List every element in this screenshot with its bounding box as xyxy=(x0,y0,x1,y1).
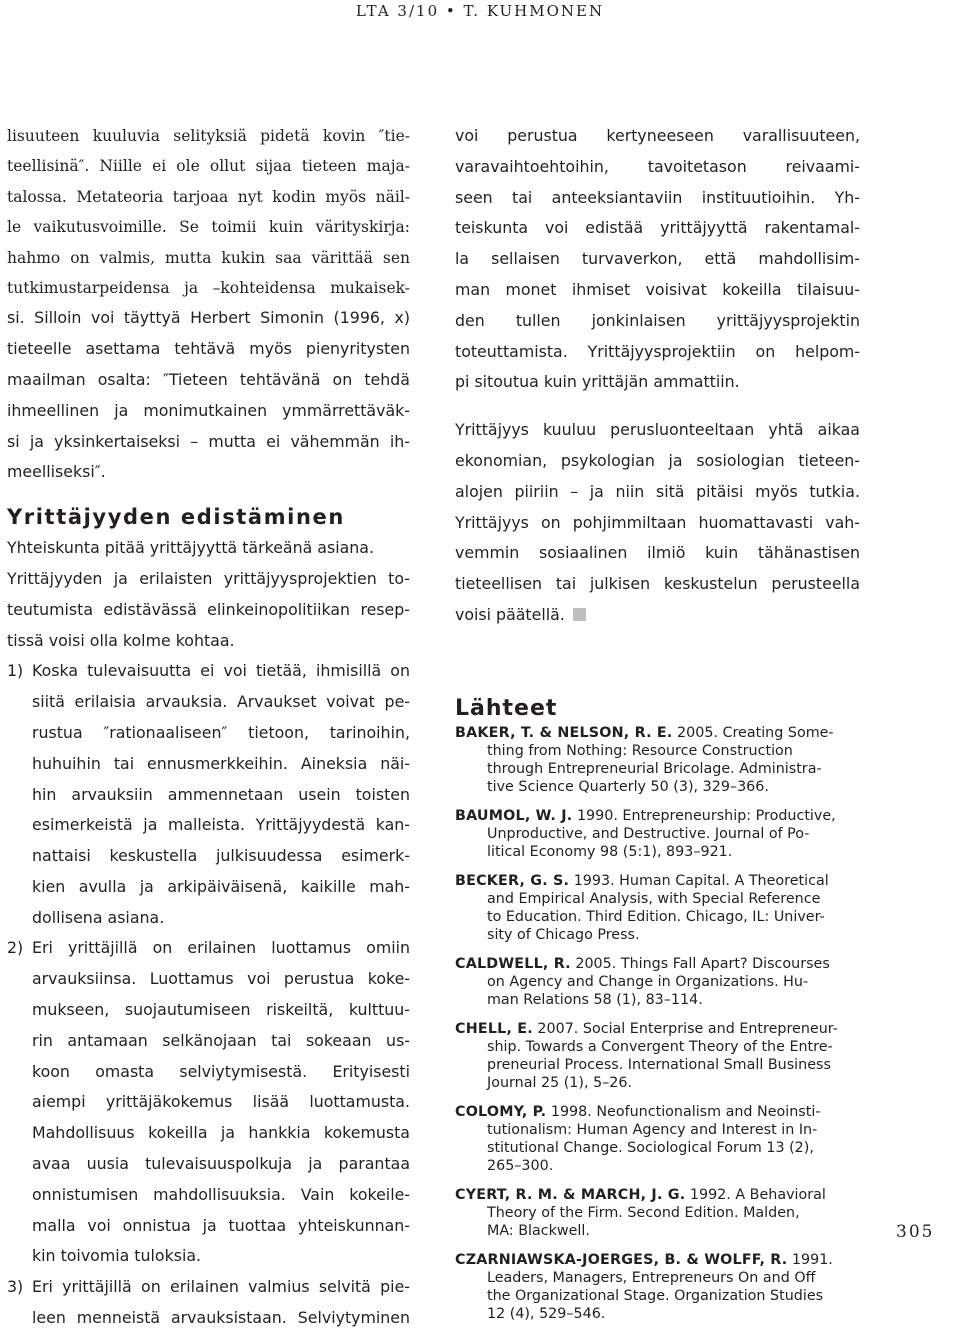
text-line: tissä voisi olla kolme kohtaa. xyxy=(7,630,235,650)
text-line: le vaikutusvoimille. Se toimii kuin värityskirja: xyxy=(7,218,410,237)
reference-text: 2005. Creating Some- xyxy=(677,724,834,741)
text-line: la sellaisen turvaverkon, että mahdollisim- xyxy=(455,249,860,269)
reference-text-line: ship. Towards a Convergent Theory of the Entre- xyxy=(487,1038,833,1055)
reference-text-line: through Entrepreneurial Bricolage. Administra- xyxy=(487,760,822,777)
text-line: varavaihtoehtoihin, tavoitetason reivaami- xyxy=(455,156,860,176)
reference-text-line: the Organizational Stage. Organization Studies xyxy=(487,1287,824,1304)
reference-text-line: to Education. Third Edition. Chicago, IL: Univer- xyxy=(487,908,825,925)
reference-entry xyxy=(455,1103,860,1175)
text-line: avaa uusia tulevaisuuspolkuja ja parantaa xyxy=(32,1154,410,1174)
text-line: Yrittäjyys on pohjimmiltaan huomattavasti vah- xyxy=(455,512,860,532)
references-heading: Lähteet xyxy=(455,695,558,721)
reference-entry xyxy=(455,955,860,1009)
running-head: LTA 3/10 • T. KUHMONEN xyxy=(355,2,605,20)
text-line: dollisena asiana. xyxy=(32,907,165,927)
reference-text: 1993. Human Capital. A Theoretical xyxy=(573,872,829,889)
text-line: teellisinä″. Niille ei ole ollut sijaa tieteen maja- xyxy=(7,157,410,176)
reference-entry xyxy=(455,1020,860,1092)
reference-author: BECKER, G. S. xyxy=(455,872,570,889)
text-line: huhuihin tai ennusmerkkeihin. Aineksia näi- xyxy=(32,753,410,773)
text-line: si ja yksinkertaiseksi – mutta ei vähemmän ih- xyxy=(7,431,410,451)
text-line: arvauksiinsa. Luottamus voi perustua koke- xyxy=(32,969,410,989)
text-line: toteuttamista. Yrittäjyysprojektiin on helpom- xyxy=(455,341,860,361)
reference-text-line: litical Economy 98 (5:1), 893–921. xyxy=(487,843,733,860)
right-column xyxy=(455,121,860,1334)
reference-text-line: 12 (4), 529–546. xyxy=(487,1305,606,1322)
text-line: hahmo on valmis, mutta kukin saa värittää sen xyxy=(7,248,410,267)
text-line: talossa. Metateoria tarjoaa nyt kodin myös näil- xyxy=(7,187,410,206)
reference-text-line: tutionalism: Human Agency and Interest in In- xyxy=(487,1121,818,1138)
end-of-article-mark xyxy=(573,608,586,621)
text-line: kien avulla ja arkipäiväisenä, kaikille mah- xyxy=(32,876,410,896)
reference-text-line: MA: Blackwell. xyxy=(487,1222,590,1239)
text-line: Koska tulevaisuutta ei voi tietää, ihmisillä on xyxy=(32,661,410,681)
text-line: kin toivomia tuloksia. xyxy=(32,1246,202,1266)
reference-text: 1992. A Behavioral xyxy=(689,1186,826,1203)
text-line: ekonomian, psykologian ja sosiologian tieteen- xyxy=(455,450,860,470)
reference-entry xyxy=(455,807,860,861)
text-line-content: voisi päätellä. xyxy=(455,604,565,624)
text-line: ihmeellinen ja monimutkainen ymmärrettäväk- xyxy=(7,400,410,420)
paragraph-1 xyxy=(7,121,410,303)
reference-author: CYERT, R. M. & MARCH, J. G. xyxy=(455,1186,686,1203)
text-line: malla voi onnistua ja tuottaa yhteiskunnan- xyxy=(32,1215,410,1235)
reference-text-line: 265–300. xyxy=(487,1157,554,1174)
reference-author: CHELL, E. xyxy=(455,1020,533,1037)
reference-text: 2007. Social Enterprise and Entrepreneur- xyxy=(537,1020,838,1037)
list-number: 2) xyxy=(7,938,24,958)
text-line: pi sitoutua kuin yrittäjän ammattiin. xyxy=(455,372,740,392)
text-line: mukseen, suojautumiseen riskeiltä, kulttuu- xyxy=(32,1000,410,1020)
reference-text-line: on Agency and Change in Organizations. Hu- xyxy=(487,973,809,990)
list-number: 1) xyxy=(7,661,24,681)
reference-entry xyxy=(455,1251,860,1323)
reference-text-line: and Empirical Analysis, with Special Reference xyxy=(487,890,821,907)
text-line: voi perustua kertyneeseen varallisuuteen, xyxy=(455,126,860,145)
reference-text-line: thing from Nothing: Resource Construction xyxy=(487,742,793,759)
text-line: teiskunta voi edistää yrittäjyyttä rakentamal- xyxy=(455,218,860,238)
reference-first-line xyxy=(455,1103,860,1121)
text-line: meelliseksi″. xyxy=(7,462,106,482)
reference-text-line: tive Science Quarterly 50 (3), 329–366. xyxy=(487,778,769,795)
paragraph-conclusion xyxy=(455,415,860,631)
text-line: koon omasta selviytymisestä. Erityisesti xyxy=(32,1061,410,1081)
text-line: leen menneistä arvauksistaan. Selviytyminen xyxy=(32,1308,410,1328)
text-line: alojen piiriin – ja niin sitä pitäisi myös tutkia. xyxy=(455,481,860,501)
reference-text: 1991. xyxy=(791,1251,833,1268)
paragraph-continued xyxy=(455,121,860,398)
text-line: teutumista edistävässä elinkeinopolitiikan resep- xyxy=(7,599,410,619)
reference-first-line xyxy=(455,724,860,742)
list-item-1 xyxy=(7,656,410,933)
text-line: siitä erilaisia arvauksia. Arvaukset voivat pe- xyxy=(32,692,410,712)
text-line: den tullen jonkinlaisen yrittäjyysprojektin xyxy=(455,310,860,330)
paragraph-3 xyxy=(7,533,410,656)
reference-entry xyxy=(455,1186,860,1240)
reference-text-line: Theory of the Firm. Second Edition. Malden, xyxy=(487,1204,800,1221)
text-line: vemmin sosiaalinen ilmiö kuin tähänastisen xyxy=(455,543,860,563)
text-line: onnistumisen mahdollisuuksia. Vain kokeile- xyxy=(32,1184,410,1204)
text-line: maailman osalta: ″Tieteen tehtävänä on tehdä xyxy=(7,369,410,389)
text-line: Eri yrittäjillä on erilainen valmius selvitä pie- xyxy=(32,1277,410,1297)
text-line: tutkimustarpeidensa ja –kohteidensa mukaisek- xyxy=(7,278,410,297)
reference-author: COLOMY, P. xyxy=(455,1103,547,1120)
text-line: si. Silloin voi täyttyä Herbert Simonin (1996, x) xyxy=(7,308,410,328)
page-number: 305 xyxy=(896,1222,935,1242)
text-line: tieteellisen tai julkisen keskustelun perusteella xyxy=(455,574,860,594)
text-line: rin antamaan selkänojaan tai sokeaan us- xyxy=(32,1030,410,1050)
list-item-3 xyxy=(7,1272,410,1334)
reference-text-line: man Relations 58 (1), 83–114. xyxy=(487,991,703,1008)
paragraph-2 xyxy=(7,303,410,488)
reference-text-line: stitutional Change. Sociological Forum 13 (2), xyxy=(487,1139,814,1156)
text-line: aiempi yrittäjäkokemus lisää luottamusta. xyxy=(32,1092,410,1112)
text-line: Eri yrittäjillä on erilainen luottamus omiin xyxy=(32,938,410,958)
reference-text: 2005. Things Fall Apart? Discourses xyxy=(575,955,830,972)
reference-text-line: Unproductive, and Destructive. Journal of Po- xyxy=(487,825,810,842)
text-line: Yhteiskunta pitää yrittäjyyttä tärkeänä asiana. xyxy=(7,538,374,558)
list-item-2 xyxy=(7,933,410,1272)
reference-first-line xyxy=(455,1020,860,1038)
text-line: hin arvauksiin ammennetaan usein toisten xyxy=(32,784,410,804)
reference-text: 1990. Entrepreneurship: Productive, xyxy=(576,807,836,824)
text-line: esimerkeistä ja malleista. Yrittäjyydestä kan- xyxy=(32,815,410,835)
reference-first-line xyxy=(455,1251,860,1269)
reference-author: CALDWELL, R. xyxy=(455,955,571,972)
reference-text: 1998. Neofunctionalism and Neoinsti- xyxy=(550,1103,821,1120)
reference-author: BAUMOL, W. J. xyxy=(455,807,573,824)
section-heading: Yrittäjyyden edistäminen xyxy=(7,505,345,530)
text-line: Yrittäjyyden ja erilaisten yrittäjyysprojektien to- xyxy=(7,568,410,588)
reference-entry xyxy=(455,872,860,944)
text-line: nattaisi keskustella julkisuudessa esimerk- xyxy=(32,846,410,866)
text-line: rustua ″rationaaliseen″ tietoon, tarinoihin, xyxy=(32,722,410,742)
left-column xyxy=(7,121,410,1334)
reference-author: CZARNIAWSKA-JOERGES, B. & WOLFF, R. xyxy=(455,1251,788,1268)
text-line: tieteelle asettama tehtävä myös pienyritysten xyxy=(7,339,410,359)
text-line: seen tai anteeksiantaviin instituutioihin. Yh- xyxy=(455,187,860,207)
text-line: lisuuteen kuuluvia selityksiä pidetä kovin ″tie- xyxy=(7,127,410,145)
text-line: Yrittäjyys kuuluu perusluonteeltaan yhtä aikaa xyxy=(455,420,860,440)
reference-first-line xyxy=(455,872,860,890)
text-line xyxy=(455,600,860,631)
text-line: Mahdollisuus kokeilla ja hankkia kokemusta xyxy=(32,1123,410,1143)
reference-text-line: Journal 25 (1), 5–26. xyxy=(487,1074,633,1091)
reference-text-line: sity of Chicago Press. xyxy=(487,926,640,943)
reference-first-line xyxy=(455,1186,860,1204)
text-line: man monet ihmiset voisivat kokeilla tilaisuu- xyxy=(455,279,860,299)
references-list xyxy=(455,724,860,1323)
reference-text-line: preneurial Process. International Small Business xyxy=(487,1056,831,1073)
reference-text-line: Leaders, Managers, Entrepreneurs On and Off xyxy=(487,1269,816,1286)
reference-entry xyxy=(455,724,860,796)
reference-first-line xyxy=(455,807,860,825)
reference-author: BAKER, T. & NELSON, R. E. xyxy=(455,724,673,741)
list-number: 3) xyxy=(7,1277,24,1297)
reference-first-line xyxy=(455,955,860,973)
